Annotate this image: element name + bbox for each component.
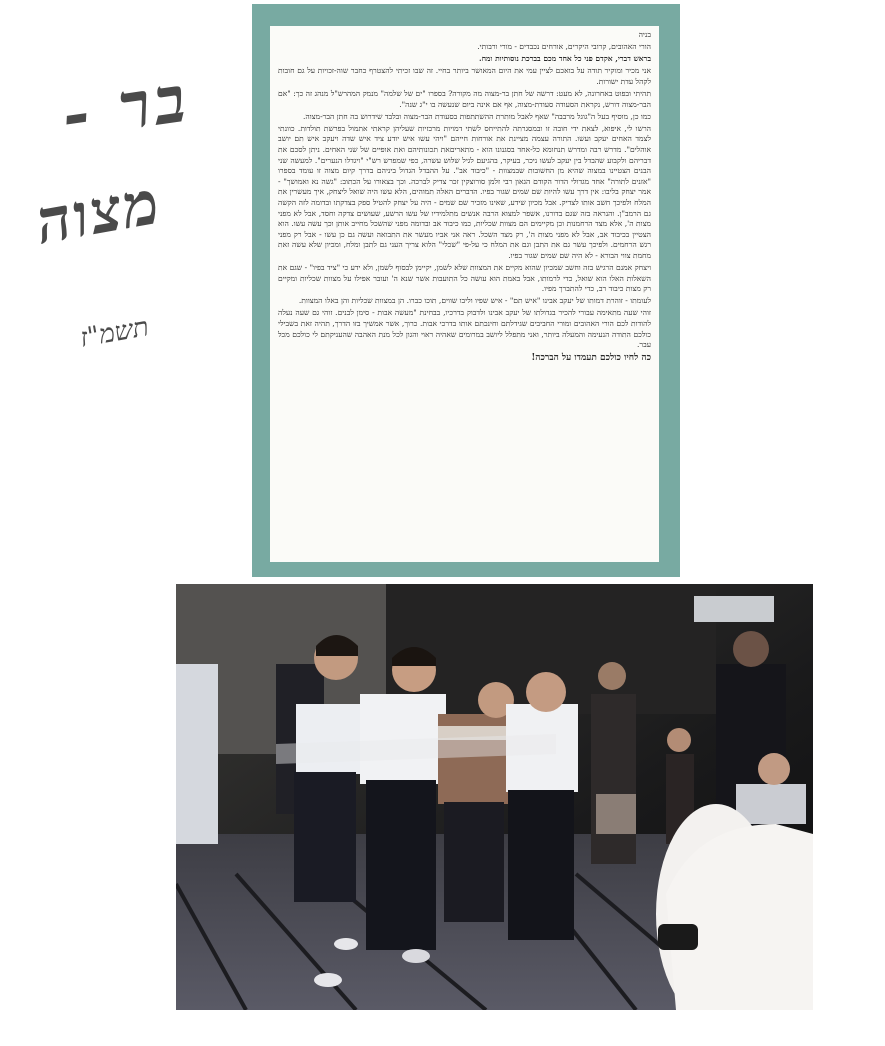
speech-paragraph: כמו כן, מוסיף בעל ה"גוגל מרבבה" שאף לאבל מותרת ההשתתפות בסעודת הבר-מצוה ובלבד שידרוש בה חתן הבר-מצוה.: [303, 111, 651, 121]
speech-paragraph: הרשו לי, איפוא, לצאת ידי חובה זו ובמסגרתה להתייחס לשתי דמויות מרכזיות שעליהן קראתי אתמול בפרשת תולדות. כוונתי לצמד האחים יעקב ועשו. התורה עצמה מציינת את אורחות חייהם "ויהי עשו איש יודע ציד איש שדה ויעקב איש תם יושב אוהלים". מדרש רבה ומדרש תנחומא כל-אחד בסגנונו הוא - מתאריםאת תכונותיהם ואת אופיים של שני האחים. ניתן לסכם את דבריהם ולקבוע שהבדל בין יעקב לעשו ניכר, בעיקר, בהגיעם לגיל שלוש עשרה, כפי שמפרש רש"י "ויגדלו הנערים". למעשה שני הבנים הצטיינו במצוה שהיא מן החשובות שבמצוות - "כיבוד אב". על ההבדל הגדול ביניהם בדרך קיום מצוה זו עומד בספרו "אזנים לתורה" אחד מגדולי הדור הקודם הגאון רבי זלמן סורוצקין זכר צדיק לברכה. וכך בצאורו על הכתוב: "גשה נא ואמושך" - אמר יצחק בליבו: אין דרך עשו להיות שם שמים שגור בפיו. הדברים האלה תמוהים, הלא עשו היה שואל ליצחק, איך מעשרין את המלח ולפיכך חשב אותו לצדיק. אבל מכיון שידע, שאינו מזכיר שם שמים - היה על יצחק להטיל ספק בצדקתו ובדומה לזה הקשה גם הרמב"ן. והנראה בזה שגם בדורנו, אשפר למצוא הרבה אנשים מתלמידיו של עשו הרשע, שעושים צדקה וחסד, אבל לא מפני מצות ה', אלא מצד הרחמנות וכן מקיימים הם מצוות שכליות, כמו כיבוד אב ובדומה מפני שהשכל מחייב אותן וכך עשה עשו. הוא הצטיין בכיבוד אב, אבל לא מפני מצות ה', רק מצד השכל. ראה אני אביו מעשר את התבואה ועשה גם כן עשו - אבל רק מפני רגש הרחמים. ולפיכך עשר גם את התבן וגם את המלח כי על-פי "שכלי" הלוא צריך העני גם לתבן ומלח, ומכיון שלא עשה זאת מחמת צווי הבורא - לא היה שם שמים שגור בפיו.: [278, 123, 651, 260]
handwritten-year: תשמ"ז: [77, 312, 151, 354]
speech-heading: בניה: [638, 30, 651, 39]
speech-clipping: [270, 26, 659, 562]
speech-paragraph: לעומתו - זוהרת דמותו של יעקב אבינו "איש תם" - איש שפיו וליבו שווים, תוכו כברו. הן במצוות שכליות והן באלו המצוות.: [298, 296, 651, 306]
speech-closing: כה לחיו כולכם תעמדו על הברכה!: [531, 352, 651, 363]
handwritten-title-mitzvah: מצוה: [30, 167, 167, 259]
dancing-photo: [176, 584, 813, 1010]
speech-paragraph: הורי האהובים, קרובי היקרים, אורחים נכבדים - מורי ורבותי.: [477, 42, 651, 52]
speech-paragraph: ויצחק אמנם הרגיש בזה וחשב שמכיון שהוא מקיים את המצוות שלא לשמן, יקיימן לבסוף לשמן, ולא ידע כי "ציד בפיו" - שגם את השאלות האלו הוא שואל, כדי לרמותו, אבל באמת הוא עושה כל התועבות אשר שנא ה' ועובר אפילו על מצוות שכליות ומקיים רק מצות כיבוד רב, כדי להתברך מפיו.: [278, 262, 651, 294]
speech-paragraph: בראש דברי, אקדם פני כל אחד מכם בברכת נוסותיות ומח.: [478, 54, 651, 64]
speech-paragraph: זוהי שעה מתאימה עבורי להכיר בגדולתו של יעקב אבינו ולדבוק בדרכיו, בבחינת "מעשה אבות - סימן לבנים. זוהי גם שעה נעלה להודות לכם הורי האהובים ומורי החביבים שגידלתם וחינכתם אותו בדרכי אבות. כרוך, אשר אמשיך בזו הדרך, תהיה זאת בשבילי כולכם התודה הנעימה והמעלה ביותר, ואני מתפלל ליושב במרומים שאהיה ראוי והגון לכל מנת האהבה שהעניקתם לי כולכם מכל עבר.: [278, 308, 651, 350]
dancing-photo-illustration: [176, 584, 813, 1010]
speech-paragraph: אני מכיר ומוקיר תודה על בואכם לציין עמי את היום המאושר ביותר בחיי. זה שבו זכיתי להצטרף כחבר שוה-זכויות על גם חובות לקהל עדת ישורות.: [278, 66, 651, 86]
handwritten-title-bar: בר -: [57, 61, 194, 154]
speech-paragraph: תהיתי ובפוט באחרונה, לא מעט: דרשה של חתן בר-מצוה מה מקורה? בספרו "ים של שלמה" מנמק המהרש"ל מנהג זה כך: "אם הבר-מצוה דורש, נקראת הסעודה סעודת-מצוה, אף אם אינה ביום שנעשה בו י"ג שנה".: [278, 88, 651, 109]
